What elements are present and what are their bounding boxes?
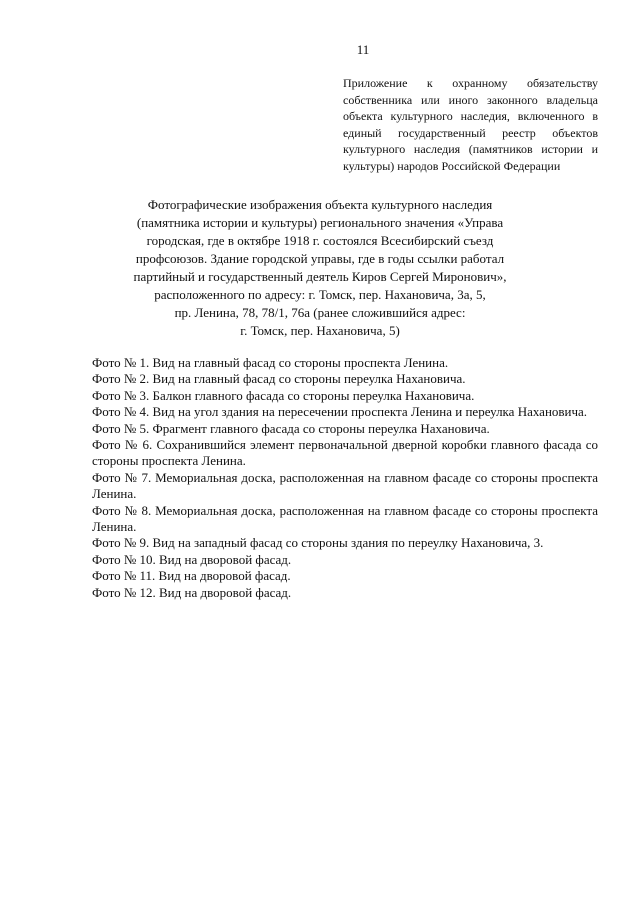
title-line: пр. Ленина, 78, 78/1, 76а (ранее сложившийся адрес:	[174, 305, 466, 320]
photo-list	[92, 355, 598, 601]
photo-item-12: Фото № 12. Вид на дворовой фасад.	[92, 584, 292, 600]
title-line: партийный и государственный деятель Киров Сергей Миронович»,	[133, 269, 507, 284]
photo-item-4: Фото № 4. Вид на угол здания на пересечении проспекта Ленина и переулка Нахановича.	[92, 404, 588, 420]
photo-item-5: Фото № 5. Фрагмент главного фасада со стороны переулка Нахановича.	[92, 420, 490, 436]
photo-item-2: Фото № 2. Вид на главный фасад со стороны переулка Нахановича.	[92, 371, 466, 387]
photo-item-3: Фото № 3. Балкон главного фасада со стороны переулка Нахановича.	[92, 387, 475, 403]
title-line: Фотографические изображения объекта культурного наследия	[147, 197, 493, 212]
photo-item-6: Фото № 6. Сохранившийся элемент первоначальной дверной коробки главного фасада со стороны проспекта Ленина.	[92, 437, 598, 469]
photo-item-1: Фото № 1. Вид на главный фасад со стороны проспекта Ленина.	[92, 355, 449, 370]
photo-item-7: Фото № 7. Мемориальная доска, расположенная на главном фасаде со стороны проспекта Ленина.	[92, 469, 598, 502]
appendix-note: Приложение к охранному обязательству собственника или иного законного владельца объекта культурного наследия, включенного в единый государственный реестр объектов культурного наследия (памятников истории и культуры) народов Российской Федерации	[343, 76, 598, 173]
title-line: городская, где в октябре 1918 г. состоялся Всесибирский съезд	[146, 233, 494, 248]
photo-item-11: Фото № 11. Вид на дворовой фасад.	[92, 568, 291, 584]
photo-item-8: Фото № 8. Мемориальная доска, расположенная на главном фасаде со стороны проспекта Ленина.	[92, 502, 598, 535]
page-number: 11	[356, 42, 370, 57]
photo-item-10: Фото № 10. Вид на дворовой фасад.	[92, 551, 292, 567]
title-line: (памятника истории и культуры) регионального значения «Управа	[136, 215, 504, 230]
photo-item-9: Фото № 9. Вид на западный фасад со стороны здания по переулку Нахановича, 3.	[92, 535, 544, 551]
title-line: г. Томск, пер. Нахановича, 5)	[240, 323, 400, 338]
title-line: профсоюзов. Здание городской управы, где в годы ссылки работал	[135, 251, 505, 266]
title-line: расположенного по адресу: г. Томск, пер. Нахановича, 3а, 5,	[154, 287, 486, 302]
document-title	[120, 196, 520, 340]
